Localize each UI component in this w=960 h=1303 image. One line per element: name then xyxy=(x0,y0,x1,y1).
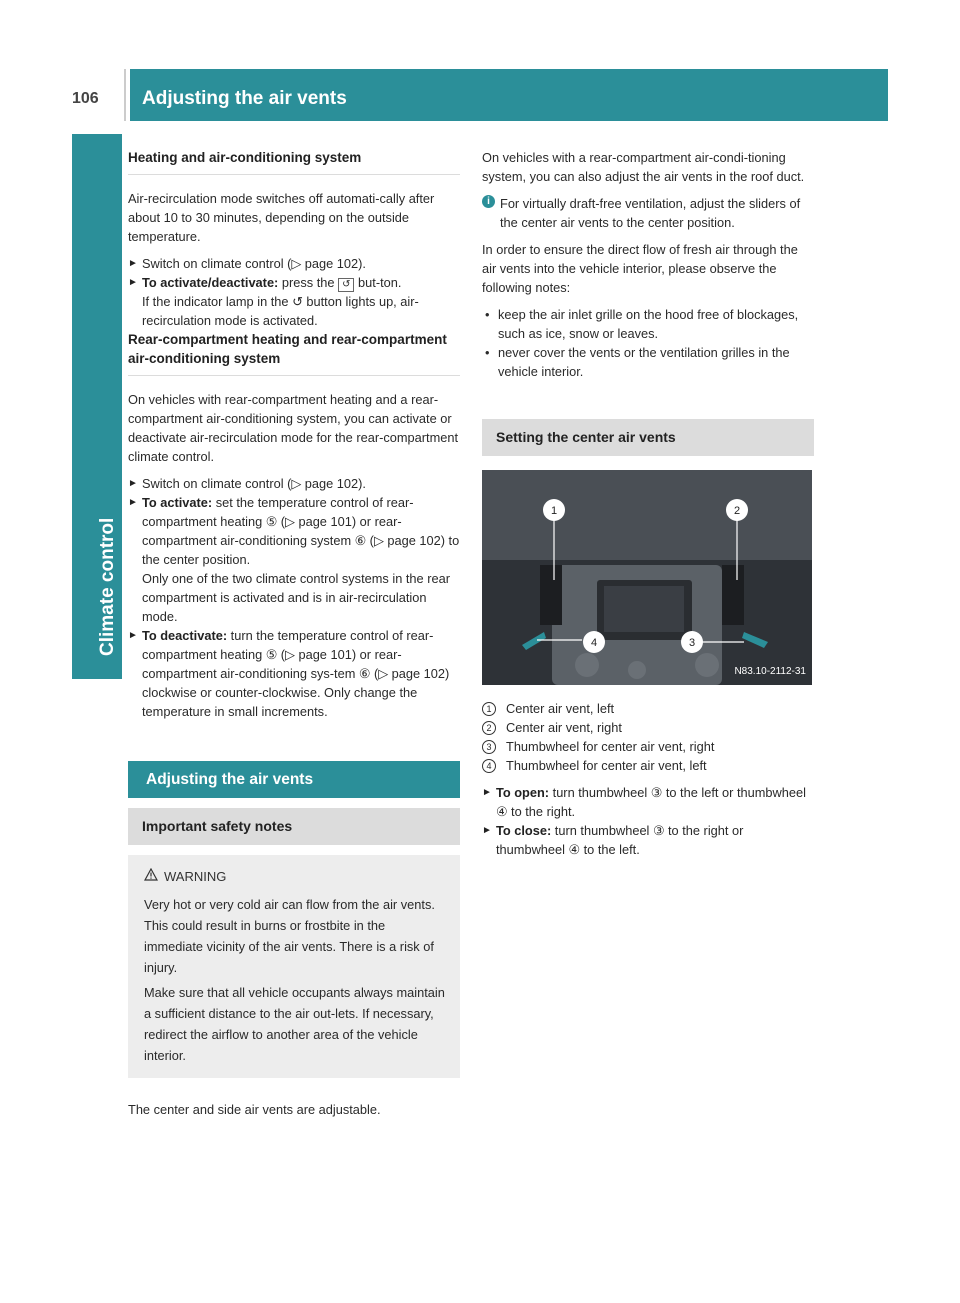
warning-box xyxy=(128,855,460,1078)
paragraph-roof-duct: On vehicles with a rear-compartment air-condi-tioning system, you can also adjust the air vents in the roof duct. xyxy=(482,150,805,184)
callout-2: 2 xyxy=(733,505,741,517)
arrow-right-icon: ► xyxy=(128,630,138,641)
page-number: 106 xyxy=(72,90,99,107)
warning-triangle-icon xyxy=(144,867,158,886)
section-adjusting-air-vents: Adjusting the air vents xyxy=(128,761,460,798)
step-close: ► To close: turn thumbwheel ③ to the right or thumbwheel ④ to the left. xyxy=(482,823,744,857)
chapter-label: Climate control xyxy=(97,517,118,656)
vent-illustration xyxy=(482,470,812,685)
legend-item: 2 Center air vent, right xyxy=(482,718,814,737)
legend-item: 1 Center air vent, left xyxy=(482,699,814,718)
subsection-safety-notes: Important safety notes xyxy=(128,808,460,845)
info-icon: i xyxy=(482,195,495,208)
right-column xyxy=(482,148,814,859)
step-deactivate: ► To deactivate: turn the temperature control of rear-compartment heating ⑤ (▷ page 101) or rear-compartment air-conditioning sys-tem ⑥ (▷ page 102) clockwise or counter-clockwise. Only change the temperature in small increments. xyxy=(128,628,450,719)
paragraph-adjustable: The center and side air vents are adjustable. xyxy=(128,1102,381,1117)
header-divider xyxy=(124,69,126,121)
step-activate: ► To activate: set the temperature control of rear-compartment heating ⑤ (▷ page 101) or rear-compartment air-conditioning system ⑥ (▷ page 102) to the center position. Only one of the two climate control systems in the rear compartment is activated and is in air-recirculation mode. xyxy=(128,495,460,624)
arrow-right-icon: ► xyxy=(128,258,138,269)
paragraph-recirculation: Air-recirculation mode switches off automati-cally after about 10 to 30 minutes, depending on the outside temperature. xyxy=(128,191,435,244)
subsection-center-vents: Setting the center air vents xyxy=(482,419,814,456)
callout-number: 3 xyxy=(482,740,496,754)
step-open: ► To open: turn thumbwheel ③ to the left or thumbwheel ④ to the right. xyxy=(482,785,806,819)
callout-1: 1 xyxy=(550,505,558,517)
callout-3: 3 xyxy=(688,637,696,649)
heading-heating-ac: Heating and air-conditioning system xyxy=(128,148,460,175)
figure-reference: N83.10-2112-31 xyxy=(734,666,806,677)
step-switch-on-2: ► Switch on climate control (▷ page 102). xyxy=(128,476,366,491)
callout-number: 4 xyxy=(482,759,496,773)
legend-item: 3 Thumbwheel for center air vent, right xyxy=(482,737,814,756)
warning-text-1: Very hot or very cold air can flow from the air vents. This could result in burns or frostbite in the immediate vicinity of the air vents. There is a risk of injury. xyxy=(144,897,435,975)
warning-heading: WARNING xyxy=(144,867,446,886)
callout-4: 4 xyxy=(590,637,598,649)
paragraph-rear-compartment: On vehicles with rear-compartment heating and a rear-compartment air-conditioning system, you can activate or deactivate air-recirculation mode for the rear-compartment climate control. xyxy=(128,392,459,464)
arrow-right-icon: ► xyxy=(482,825,492,836)
arrow-right-icon: ► xyxy=(128,277,138,288)
callout-number: 1 xyxy=(482,702,496,716)
arrow-right-icon: ► xyxy=(128,497,138,508)
legend xyxy=(482,699,814,775)
legend-item: 4 Thumbwheel for center air vent, left xyxy=(482,756,814,775)
dashboard-photo xyxy=(482,470,812,685)
arrow-right-icon: ► xyxy=(482,787,492,798)
warning-text-2: Make sure that all vehicle occupants always maintain a sufficient distance to the air out-lets. If necessary, redirect the airflow to another area of the vehicle interior. xyxy=(144,985,445,1063)
paragraph-fresh-air: In order to ensure the direct flow of fresh air through the air vents into the vehicle interior, please observe the following notes: xyxy=(482,242,798,295)
recirculation-icon: ↺ xyxy=(338,278,354,292)
list-item: • keep the air inlet grille on the hood free of blockages, such as ice, snow or leaves. xyxy=(485,307,799,341)
step-switch-on: ► Switch on climate control (▷ page 102). xyxy=(128,256,366,271)
left-column xyxy=(128,148,460,1119)
arrow-right-icon: ► xyxy=(128,478,138,489)
heading-rear-compartment: Rear-compartment heating and rear-compartment air-conditioning system xyxy=(128,330,460,376)
step-activate-deactivate: ► To activate/deactivate: press the ↺ but-ton. If the indicator lamp in the ↺ button lights up, air-recirculation mode is activated. xyxy=(128,275,419,328)
list-item: • never cover the vents or the ventilation grilles in the vehicle interior. xyxy=(485,345,790,379)
callout-number: 2 xyxy=(482,721,496,735)
recirculation-icon: ↺ xyxy=(292,294,303,309)
page-title: Adjusting the air vents xyxy=(142,88,347,109)
info-note: i For virtually draft-free ventilation, adjust the sliders of the center air vents to the center position. xyxy=(482,194,814,232)
